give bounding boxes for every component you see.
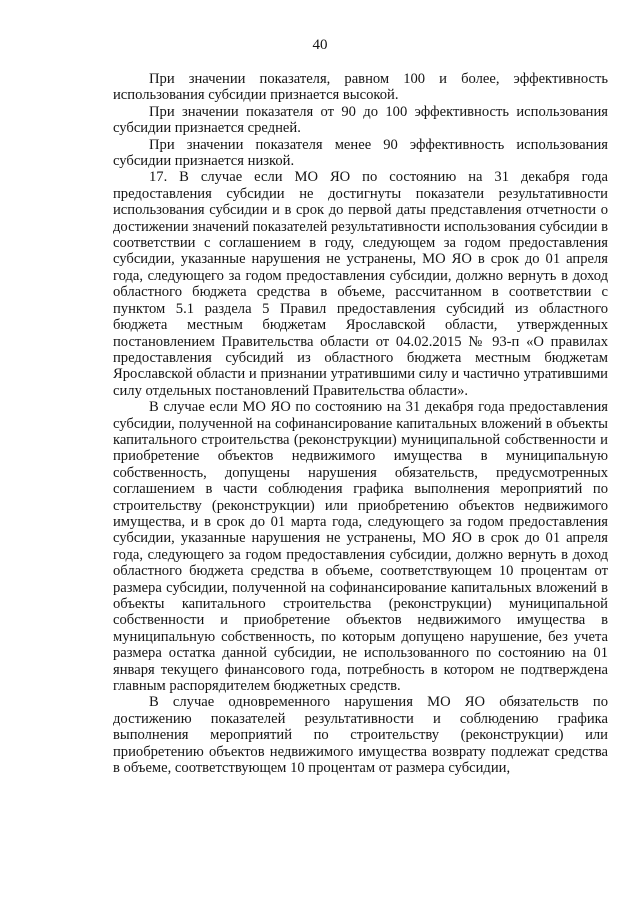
page-number: 40 [312,37,328,53]
paragraph-efficiency-high: При значении показателя, равном 100 и более, эффективность использования субсидии признается высокой. [113,71,608,104]
paragraph-simultaneous-violation: В случае одновременного нарушения МО ЯО обязательств по достижению показателей результативности и соблюдению графика выполнения мероприятий по строительству (реконструкции) или приобретению объектов недвижимого имущества возврату подлежат средства в объеме, соответствующем 10 процентам от размера субсидии, [113,694,608,777]
paragraph-clause-17: 17. В случае если МО ЯО по состоянию на 31 декабря года предоставления субсидии не достигнуты показатели результативности использования субсидии и в срок до первой даты представления отчетности о достижении значений показателей результативности использования субсидии в соответствии с соглашением в году, следующем за годом предоставления субсидии, указанные нарушения не устранены, МО ЯО в срок до 01 апреля года, следующего за годом предоставления субсидии, должно вернуть в доход областного бюджета средства в объеме, рассчитанном в соответствии с пунктом 5.1 раздела 5 Правил предоставления субсидий из областного бюджета местным бюджетам Ярославской области, утвержденных постановлением Правительства области от 04.02.2015 № 93-п «О правилах предоставления субсидий из областного бюджета местным бюджетам Ярославской области и признании утратившими силу и частично утратившими силу отдельных постановлений Правительства области». [113,169,608,399]
paragraph-capital-investment-violation: В случае если МО ЯО по состоянию на 31 декабря года предоставления субсидии, полученной на софинансирование капитальных вложений в объекты капитального строительства (реконструкции) муниципальной собственности и приобретение объектов недвижимого имущества в муниципальную собственность, допущены нарушения обязательств, предусмотренных соглашением в части соблюдения графика выполнения мероприятий по строительству (реконструкции) или приобретению объектов недвижимого имущества, и в срок до 01 марта года, следующего за годом предоставления субсидии, указанные нарушения не устранены, МО ЯО в срок до 01 апреля года, следующего за годом предоставления субсидии, должно вернуть в доход областного бюджета средства в объеме, соответствующем 10 процентам от размера субсидии, полученной на софинансирование капитальных вложений в объекты капитального строительства (реконструкции) муниципальной собственности и приобретение объектов недвижимого имущества в муниципальную собственность, по которым допущено нарушение, без учета размера остатка данной субсидии, не использованного по состоянию на 01 января текущего финансового года, потребность в котором не подтверждена главным распорядителем бюджетных средств. [113,399,608,695]
paragraph-efficiency-medium: При значении показателя от 90 до 100 эффективность использования субсидии признается средней. [113,103,608,137]
document-body [113,71,608,776]
paragraph-efficiency-low: При значении показателя менее 90 эффективность использования субсидии признается низкой. [113,136,608,170]
